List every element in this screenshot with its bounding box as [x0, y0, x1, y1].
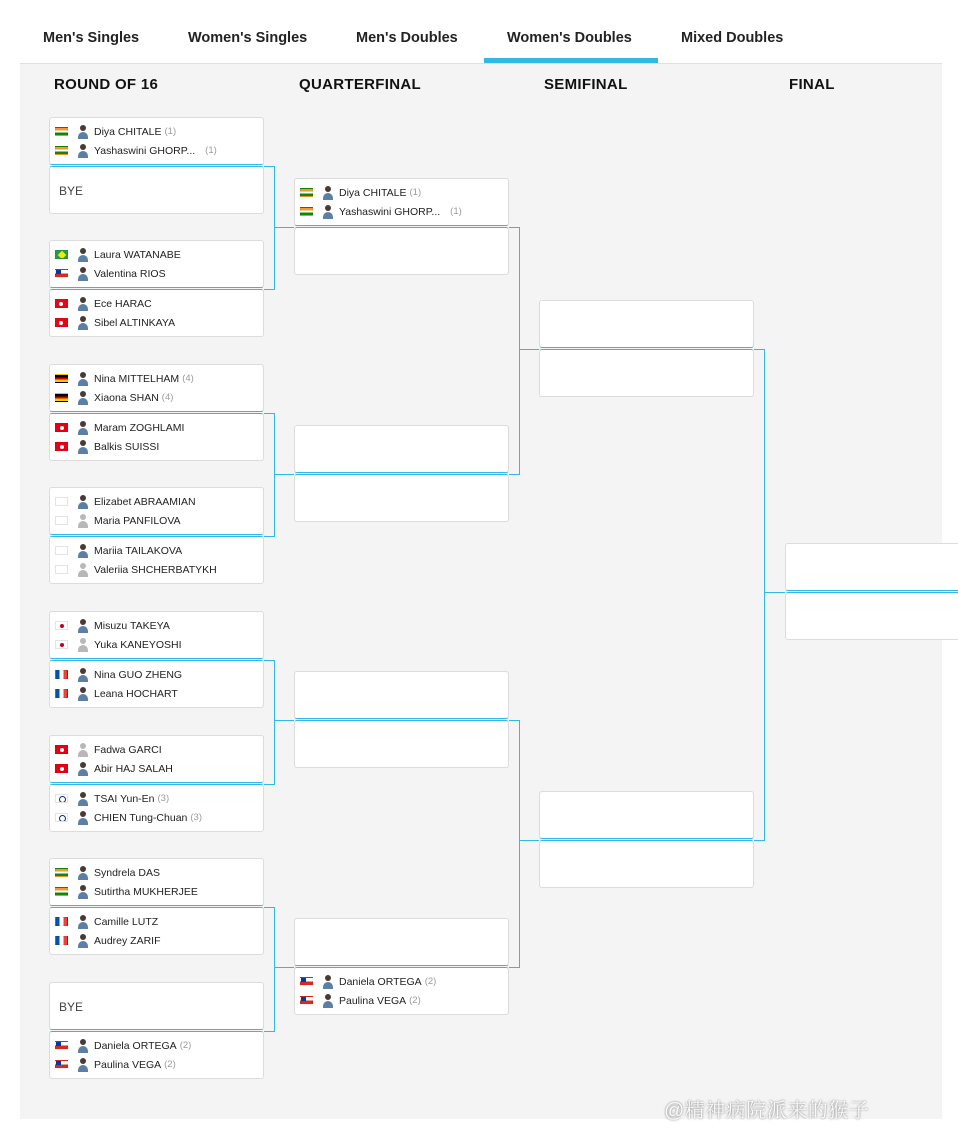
- germany-flag-icon: [55, 374, 68, 383]
- avatar-icon: [77, 563, 89, 577]
- player-name: Sutirtha MUKHERJEE: [94, 885, 198, 898]
- match-slot-top[interactable]: [49, 611, 264, 659]
- r16-match: [49, 982, 264, 1079]
- seed-badge: (3): [190, 812, 203, 823]
- seed-badge: (2): [424, 976, 437, 987]
- player-row[interactable]: [55, 264, 166, 283]
- seed-badge: (2): [409, 995, 421, 1006]
- player-row[interactable]: [55, 492, 196, 511]
- chile-flag-icon: [55, 1041, 68, 1050]
- round-title-final: FINAL: [789, 76, 835, 93]
- india-flag-icon: [55, 127, 68, 136]
- match-slot-top[interactable]: [539, 791, 754, 839]
- avatar-icon: [322, 205, 334, 219]
- player-row[interactable]: [55, 418, 184, 437]
- player-name: Ece HARAC: [94, 297, 152, 310]
- match-slot-top[interactable]: [785, 543, 958, 591]
- bracket-connector: [274, 907, 275, 1032]
- match-slot-bottom[interactable]: [294, 967, 509, 1015]
- avatar-icon: [77, 316, 89, 330]
- avatar-icon: [77, 866, 89, 880]
- avatar-icon: [77, 421, 89, 435]
- player-row[interactable]: [55, 294, 152, 313]
- match-slot-bottom[interactable]: [49, 907, 264, 955]
- player-row[interactable]: [55, 122, 176, 141]
- player-row[interactable]: [55, 789, 169, 808]
- bracket-connector: [764, 592, 785, 593]
- avatar-icon: [77, 915, 89, 929]
- player-name: Daniela ORTEGA: [94, 1039, 177, 1052]
- france-flag-icon: [55, 670, 68, 679]
- match-slot-top[interactable]: [49, 364, 264, 412]
- avatar-icon: [77, 811, 89, 825]
- player-name: Fadwa GARCI: [94, 743, 162, 756]
- player-row[interactable]: [55, 369, 194, 388]
- none-flag-icon: [55, 565, 68, 574]
- player-row[interactable]: [300, 202, 462, 221]
- sf-match: [539, 300, 754, 397]
- r16-match: [49, 735, 264, 832]
- match-slot-top[interactable]: [294, 425, 509, 473]
- player-row[interactable]: [55, 511, 181, 530]
- watermark: @精神病院派来的猴子: [664, 1100, 870, 1122]
- india-flag-icon: [300, 207, 313, 216]
- player-name: Mariia TAILAKOVA: [94, 544, 183, 557]
- player-row[interactable]: [55, 1055, 176, 1074]
- chile-flag-icon: [300, 977, 313, 986]
- player-name: Daniela ORTEGA: [339, 975, 422, 988]
- r16-match: [49, 117, 264, 214]
- bracket-connector: [519, 227, 520, 475]
- avatar-icon: [77, 391, 89, 405]
- india-flag-icon: [55, 887, 68, 896]
- qf-match: [294, 671, 509, 768]
- player-row[interactable]: [55, 635, 182, 654]
- japan-flag-icon: [55, 621, 68, 630]
- match-slot-top[interactable]: [539, 300, 754, 348]
- player-name: Yashaswini GHORP...: [339, 205, 441, 218]
- chinese-taipei-flag-icon: [55, 813, 68, 822]
- player-row[interactable]: [55, 141, 217, 160]
- player-name: Xiaona SHAN: [94, 391, 159, 404]
- avatar-icon: [77, 792, 89, 806]
- bracket-connector: [509, 967, 519, 968]
- qf-match: [294, 178, 509, 275]
- tab-mixed-doubles[interactable]: Mixed Doubles: [681, 30, 784, 46]
- avatar-icon: [77, 248, 89, 262]
- avatar-icon: [77, 668, 89, 682]
- player-name: Diya CHITALE: [94, 125, 162, 138]
- bracket-connector: [274, 720, 294, 721]
- player-name: Maria PANFILOVA: [94, 514, 181, 527]
- player-name: Maram ZOGHLAMI: [94, 421, 185, 434]
- turkey-flag-icon: [55, 318, 68, 327]
- chile-flag-icon: [55, 1060, 68, 1069]
- germany-flag-icon: [55, 393, 68, 402]
- player-row[interactable]: [300, 972, 436, 991]
- match-slot-bottom[interactable]: [49, 784, 264, 832]
- player-name: Paulina VEGA: [339, 994, 407, 1007]
- none-flag-icon: [55, 516, 68, 525]
- india-flag-icon: [55, 146, 68, 155]
- match-slot-bottom[interactable]: [294, 474, 509, 522]
- match-slot-bottom[interactable]: [294, 227, 509, 275]
- tab-bar: [20, 0, 942, 64]
- player-row[interactable]: [55, 388, 173, 407]
- round-title-quarterfinal: QUARTERFINAL: [299, 76, 421, 93]
- seed-badge: (1): [450, 206, 462, 217]
- bracket-connector: [754, 349, 764, 350]
- r16-match: [49, 858, 264, 955]
- bracket-connector: [264, 1031, 274, 1032]
- avatar-icon: [77, 372, 89, 386]
- r16-match: [49, 487, 264, 584]
- bracket-connector: [509, 227, 519, 228]
- chile-flag-icon: [55, 269, 68, 278]
- avatar-icon: [77, 514, 89, 528]
- player-row[interactable]: [55, 740, 162, 759]
- seed-badge: (1): [164, 126, 177, 137]
- avatar-icon: [77, 687, 89, 701]
- match-slot-bottom[interactable]: [49, 1031, 264, 1079]
- player-name: Audrey ZARIF: [94, 934, 161, 947]
- player-row[interactable]: [55, 684, 178, 703]
- qf-match: [294, 918, 509, 1015]
- qf-match: [294, 425, 509, 522]
- avatar-icon: [77, 297, 89, 311]
- france-flag-icon: [55, 936, 68, 945]
- match-slot-top[interactable]: [49, 240, 264, 288]
- tunisia-flag-icon: [55, 442, 68, 451]
- avatar-icon: [77, 440, 89, 454]
- avatar-icon: [77, 267, 89, 281]
- bracket-connector: [509, 720, 519, 721]
- match-slot-top[interactable]: [294, 918, 509, 966]
- france-flag-icon: [55, 689, 68, 698]
- seed-badge: (4): [161, 392, 174, 403]
- avatar-icon: [77, 885, 89, 899]
- avatar-icon: [77, 144, 89, 158]
- match-slot-bottom[interactable]: [49, 289, 264, 337]
- player-row[interactable]: [55, 912, 158, 931]
- bracket-connector: [264, 166, 274, 167]
- avatar-icon: [77, 1058, 89, 1072]
- player-row[interactable]: [55, 1036, 191, 1055]
- match-slot-bottom[interactable]: [49, 536, 264, 584]
- france-flag-icon: [55, 917, 68, 926]
- bracket-connector: [274, 227, 294, 228]
- none-flag-icon: [55, 497, 68, 506]
- turkey-flag-icon: [55, 299, 68, 308]
- round-title-semifinal: SEMIFINAL: [544, 76, 628, 93]
- bracket-connector: [264, 289, 274, 290]
- tab-mens-singles[interactable]: Men's Singles: [43, 30, 140, 46]
- tab-womens-doubles[interactable]: Women's Doubles: [507, 30, 632, 46]
- match-slot-top[interactable]: [49, 735, 264, 783]
- player-name: Sibel ALTINKAYA: [94, 316, 176, 329]
- chinese-taipei-flag-icon: [55, 794, 68, 803]
- player-name: Diya CHITALE: [339, 186, 407, 199]
- tab-mens-doubles[interactable]: Men's Doubles: [356, 30, 458, 46]
- avatar-icon: [77, 495, 89, 509]
- seed-badge: (1): [205, 145, 217, 156]
- match-slot-top[interactable]: [49, 982, 264, 1030]
- bracket-connector: [264, 660, 274, 661]
- player-name: Misuzu TAKEYA: [94, 619, 170, 632]
- bracket-connector: [264, 784, 274, 785]
- player-name: Syndrela DAS: [94, 866, 160, 879]
- avatar-icon: [77, 619, 89, 633]
- japan-flag-icon: [55, 640, 68, 649]
- tunisia-flag-icon: [55, 745, 68, 754]
- player-row[interactable]: [300, 991, 421, 1010]
- seed-badge: (1): [409, 187, 422, 198]
- player-row[interactable]: [55, 863, 160, 882]
- tunisia-flag-icon: [55, 423, 68, 432]
- player-name: CHIEN Tung-Chuan: [94, 811, 188, 824]
- match-slot-top[interactable]: [49, 858, 264, 906]
- match-slot-top[interactable]: [294, 671, 509, 719]
- seed-badge: (2): [179, 1040, 192, 1051]
- avatar-icon: [322, 975, 334, 989]
- match-slot-top[interactable]: [294, 178, 509, 226]
- avatar-icon: [322, 994, 334, 1008]
- bracket-connector: [764, 349, 765, 841]
- chile-flag-icon: [300, 996, 313, 1005]
- match-slot-bottom[interactable]: [539, 349, 754, 397]
- india-flag-icon: [55, 868, 68, 877]
- seed-badge: (3): [157, 793, 170, 804]
- brazil-flag-icon: [55, 250, 68, 259]
- tab-womens-singles[interactable]: Women's Singles: [188, 30, 308, 46]
- match-slot-bottom[interactable]: [49, 660, 264, 708]
- bracket-connector: [264, 907, 274, 908]
- player-name: Abir HAJ SALAH: [94, 762, 173, 775]
- player-row[interactable]: [55, 882, 198, 901]
- r16-match: [49, 240, 264, 337]
- seed-badge: (4): [182, 373, 194, 384]
- player-row[interactable]: [55, 541, 182, 560]
- player-row[interactable]: [55, 759, 173, 778]
- bracket-connector: [519, 349, 539, 350]
- player-name: Yuka KANEYOSHI: [94, 638, 182, 651]
- active-tab-indicator: [484, 58, 658, 63]
- player-name: Valeriia SHCHERBATYKH: [94, 563, 217, 576]
- player-name: Paulina VEGA: [94, 1058, 162, 1071]
- bracket-connector: [274, 660, 275, 785]
- player-name: Nina MITTELHAM: [94, 372, 180, 385]
- match-slot-bottom[interactable]: [785, 592, 958, 640]
- avatar-icon: [77, 638, 89, 652]
- player-row[interactable]: [55, 437, 159, 456]
- player-row[interactable]: [55, 808, 202, 827]
- avatar-icon: [322, 186, 334, 200]
- player-name: Leana HOCHART: [94, 687, 178, 700]
- player-name: Yashaswini GHORP...: [94, 144, 196, 157]
- india-flag-icon: [300, 188, 313, 197]
- bracket-connector: [274, 967, 294, 968]
- bye-label: BYE: [59, 1000, 84, 1014]
- match-slot-bottom[interactable]: [539, 840, 754, 888]
- tunisia-flag-icon: [55, 764, 68, 773]
- seed-badge: (2): [164, 1059, 176, 1070]
- player-row[interactable]: [55, 616, 170, 635]
- bracket-connector: [274, 166, 275, 290]
- bracket-connector: [509, 474, 519, 475]
- avatar-icon: [77, 544, 89, 558]
- sf-match: [539, 791, 754, 888]
- r16-match: [49, 611, 264, 708]
- avatar-icon: [77, 934, 89, 948]
- bye-label: BYE: [59, 184, 84, 198]
- player-name: Valentina RIOS: [94, 267, 166, 280]
- bracket-connector: [264, 536, 274, 537]
- player-row[interactable]: [55, 665, 182, 684]
- bracket-connector: [519, 840, 539, 841]
- player-row[interactable]: [55, 313, 175, 332]
- player-name: Nina GUO ZHENG: [94, 668, 183, 681]
- round-title-round-of-16: ROUND OF 16: [54, 76, 159, 93]
- player-row[interactable]: [55, 560, 217, 579]
- player-name: Laura WATANABE: [94, 248, 181, 261]
- match-slot-bottom[interactable]: [49, 166, 264, 214]
- player-name: TSAI Yun-En: [94, 792, 155, 805]
- bracket-connector: [264, 413, 274, 414]
- bracket-connector: [519, 720, 520, 968]
- avatar-icon: [77, 1039, 89, 1053]
- match-slot-bottom[interactable]: [49, 413, 264, 461]
- r16-match: [49, 364, 264, 461]
- match-slot-top[interactable]: [49, 487, 264, 535]
- avatar-icon: [77, 743, 89, 757]
- bracket-connector: [274, 413, 275, 537]
- final-match: [785, 543, 958, 640]
- avatar-icon: [77, 762, 89, 776]
- player-row[interactable]: [55, 931, 161, 950]
- player-name: Camille LUTZ: [94, 915, 159, 928]
- player-row[interactable]: [300, 183, 421, 202]
- match-slot-bottom[interactable]: [294, 720, 509, 768]
- player-row[interactable]: [55, 245, 181, 264]
- player-name: Balkis SUISSI: [94, 440, 160, 453]
- avatar-icon: [77, 125, 89, 139]
- player-name: Elizabet ABRAAMIAN: [94, 495, 196, 508]
- bracket-connector: [274, 474, 294, 475]
- bracket-connector: [754, 840, 764, 841]
- none-flag-icon: [55, 546, 68, 555]
- match-slot-top[interactable]: [49, 117, 264, 165]
